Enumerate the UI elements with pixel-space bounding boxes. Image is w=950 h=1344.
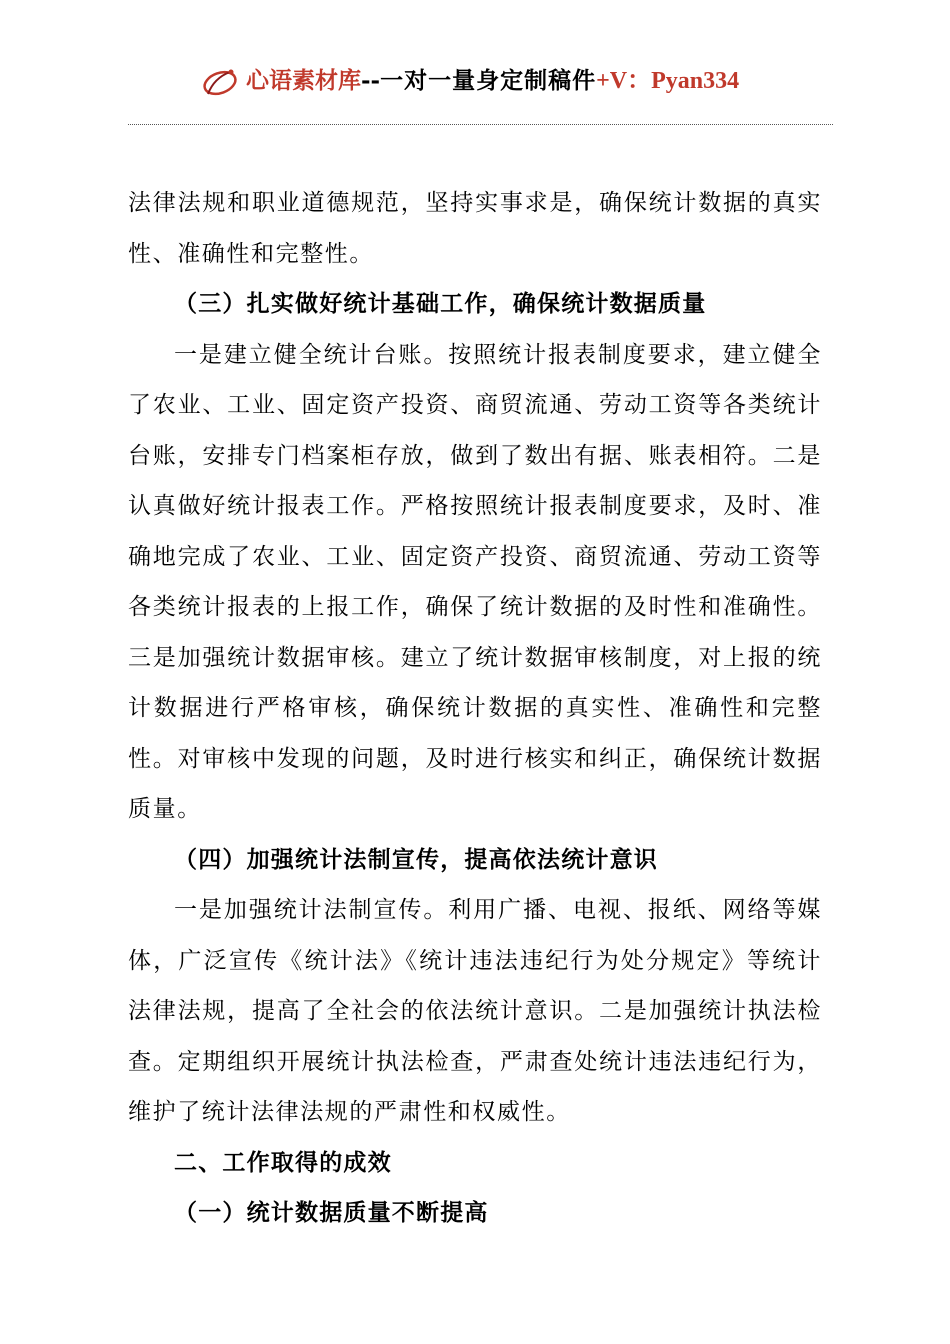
header-divider [128,124,833,125]
section-heading-1: （一）统计数据质量不断提高 [174,1199,489,1226]
paragraph-continuation: 法律法规和职业道德规范，坚持实事求是，确保统计数据的真实性、准确性和完整性。 [128,190,822,267]
header-separator: -- [361,67,381,94]
header-tagline: 一对一量身定制稿件 [380,67,597,94]
header-title [246,66,739,96]
section-heading-4: （四）加强统计法制宣传，提高依法统计意识 [174,845,658,873]
chapter-heading-2: 二、工作取得的成效 [174,1148,392,1176]
paragraph-statistics-basics: 一是建立健全统计台账。按照统计报表制度要求，建立健全了农业、工业、固定资产投资、商贸流通、劳动工资等各类统计台账，安排专门档案柜存放，做到了数出有据、账表相符。二是认真做好统计报表工作。严格按照统计报表制度要求，及时、准确地完成了农业、工业、固定资产投资、商贸流通、劳动工资等各类统计报表的上报工作，确保了统计数据的及时性和准确性。三是加强统计数据审核。建立了统计数据审核制度，对上报的统计数据进行严格审核，确保统计数据的真实性、准确性和完整性。对审核中发现的问题，及时进行核实和纠正，确保统计数据质量。 [128,341,822,822]
paragraph-legal-publicity: 一是加强统计法制宣传。利用广播、电视、报纸、网络等媒体，广泛宣传《统计法》《统计违法违纪行为处分规定》等统计法律法规，提高了全社会的依法统计意识。二是加强统计执法检查。定期组织开展统计执法检查，严肃查处统计违法违纪行为，维护了统计法律法规的严肃性和权威性。 [128,897,822,1125]
section-heading-3: （三）扎实做好统计基础工作，确保统计数据质量 [174,290,707,317]
brand-logo-icon [200,64,244,100]
document-body [128,178,822,1239]
page-header [0,58,950,106]
header-contact: +V：Pyan334 [596,68,740,94]
header-brand: 心语素材库 [246,67,361,94]
